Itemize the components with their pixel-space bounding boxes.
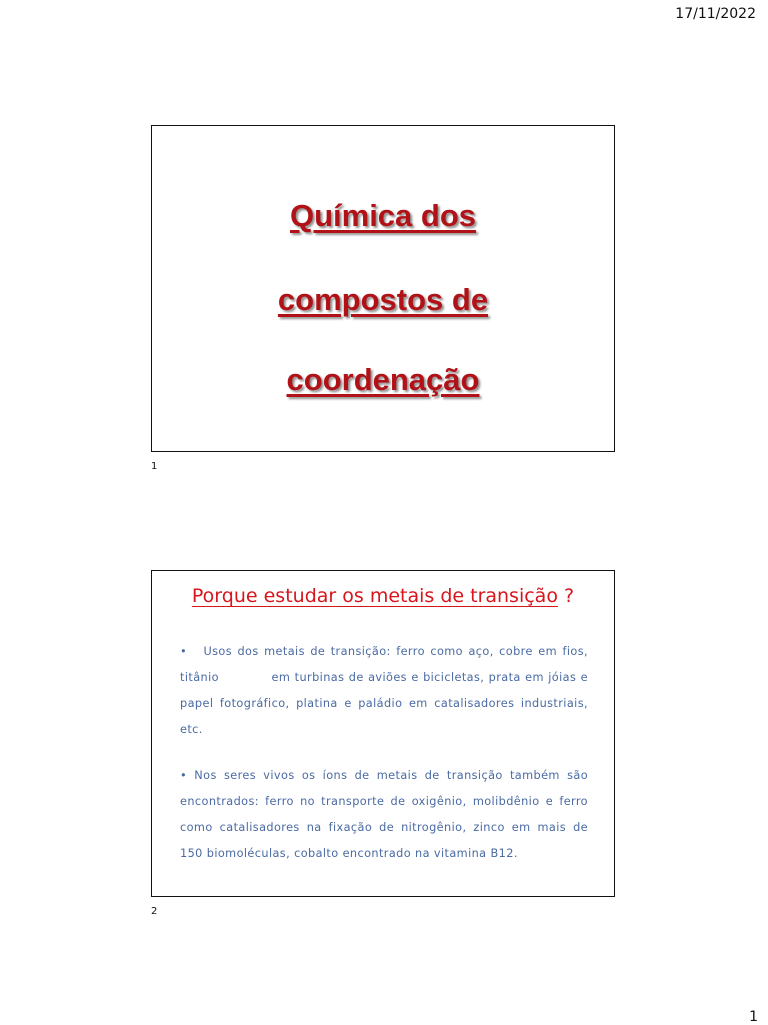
slide-heading-suffix: ? [557,585,575,607]
slide-title-line: coordenação [286,362,480,397]
paragraph-line: etc. [180,723,203,736]
slide-heading [152,585,614,607]
slide-number: 2 [151,906,158,917]
paragraph-line: • Usos dos metais de transição: ferro como aço, cobre em fios, [180,645,588,658]
slide-number: 1 [151,461,158,472]
slide-title-line: Química dos [289,198,477,233]
slide-title-line: compostos de [277,282,489,317]
document-date: 17/11/2022 [675,6,756,22]
paragraph-line: como catalisadores na fixação de nitrogênio, zinco em mais de [180,821,588,834]
slide-1 [151,125,615,452]
paragraph-line: papel fotográfico, platina e paládio em catalisadores industriais, [180,697,588,710]
paragraph-line: titânio em turbinas de aviões e bicicletas, prata em jóias e [180,671,588,684]
page-number: 1 [749,1009,758,1025]
paragraph-line: 150 biomoléculas, cobalto encontrado na vitamina B12. [180,847,518,860]
slide-heading-text: Porque estudar os metais de transição [191,585,558,607]
slide-2 [151,570,615,897]
paragraph-line: encontrados: ferro no transporte de oxigênio, molibdênio e ferro [180,795,588,808]
paragraph-line: • Nos seres vivos os íons de metais de transição também são [180,769,588,782]
